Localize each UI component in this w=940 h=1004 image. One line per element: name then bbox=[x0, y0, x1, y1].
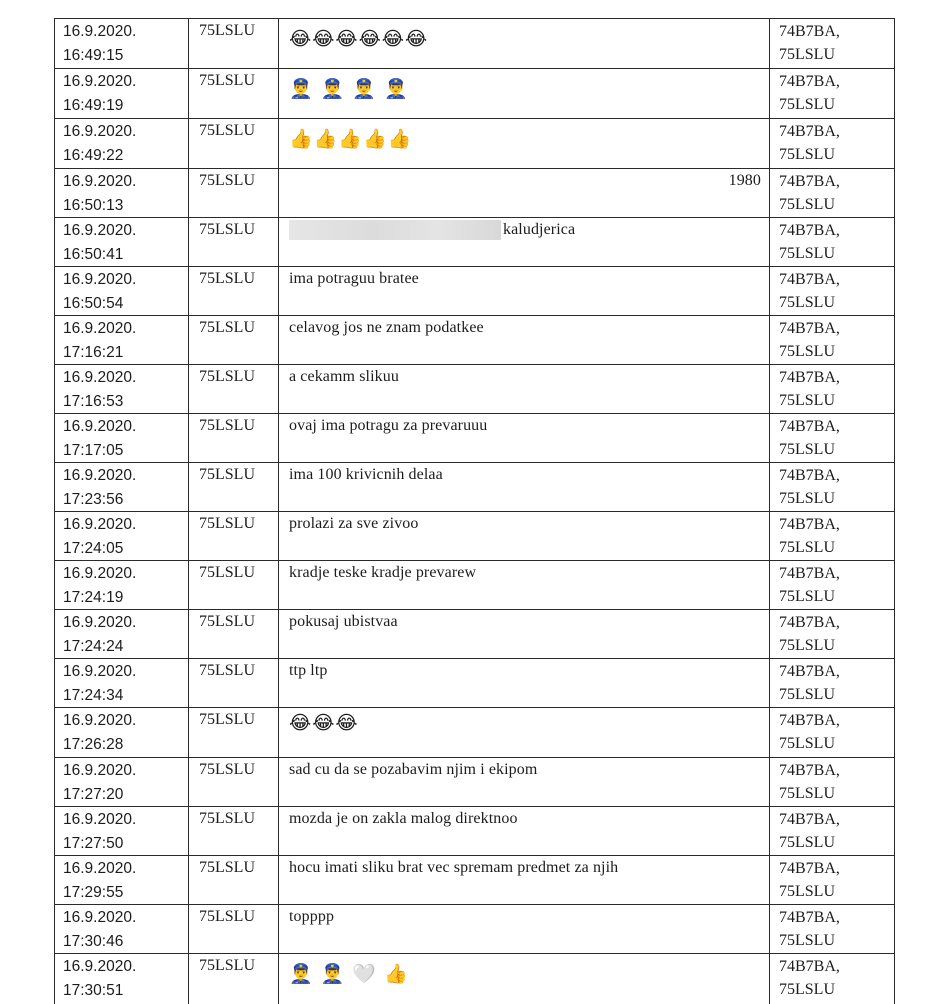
redaction-blur bbox=[289, 220, 501, 240]
message-log-body bbox=[55, 19, 895, 1004]
timestamp-cell: 16.9.2020. 17:16:53 bbox=[55, 365, 189, 414]
recipients-cell: 74B7BA, 75LSLU bbox=[770, 561, 895, 610]
message-cell bbox=[279, 610, 770, 659]
table-row bbox=[55, 69, 895, 119]
message-text: pokusaj ubistvaa bbox=[289, 613, 398, 630]
redacted-message bbox=[289, 219, 575, 242]
timestamp-cell: 16.9.2020. 16:49:19 bbox=[55, 69, 189, 119]
timestamp-cell: 16.9.2020. 17:27:50 bbox=[55, 807, 189, 856]
timestamp-cell: 16.9.2020. 17:26:28 bbox=[55, 708, 189, 758]
message-text: ttp ltp bbox=[289, 662, 328, 679]
message-cell bbox=[279, 169, 770, 218]
sender-cell: 75LSLU bbox=[189, 610, 279, 659]
timestamp-cell: 16.9.2020. 17:17:05 bbox=[55, 414, 189, 463]
sender-cell: 75LSLU bbox=[189, 807, 279, 856]
table-row bbox=[55, 561, 895, 610]
table-row bbox=[55, 659, 895, 708]
table-row bbox=[55, 19, 895, 69]
message-cell bbox=[279, 856, 770, 905]
timestamp-cell: 16.9.2020. 17:29:55 bbox=[55, 856, 189, 905]
message-cell bbox=[279, 316, 770, 365]
emoji-message: 😂😂😂 bbox=[289, 712, 359, 734]
table-row bbox=[55, 954, 895, 1004]
message-text: ima potraguu bratee bbox=[289, 270, 419, 287]
sender-cell: 75LSLU bbox=[189, 19, 279, 69]
message-cell bbox=[279, 119, 770, 169]
sender-cell: 75LSLU bbox=[189, 856, 279, 905]
message-cell bbox=[279, 659, 770, 708]
recipients-cell: 74B7BA, 75LSLU bbox=[770, 119, 895, 169]
recipients-cell: 74B7BA, 75LSLU bbox=[770, 19, 895, 69]
message-cell bbox=[279, 905, 770, 954]
recipients-cell: 74B7BA, 75LSLU bbox=[770, 414, 895, 463]
timestamp-cell: 16.9.2020. 17:23:56 bbox=[55, 463, 189, 512]
message-cell bbox=[279, 19, 770, 69]
table-row bbox=[55, 758, 895, 807]
table-row bbox=[55, 218, 895, 267]
sender-cell: 75LSLU bbox=[189, 414, 279, 463]
sender-cell: 75LSLU bbox=[189, 561, 279, 610]
sender-cell: 75LSLU bbox=[189, 69, 279, 119]
message-cell bbox=[279, 267, 770, 316]
message-text: topppp bbox=[289, 908, 335, 925]
message-cell bbox=[279, 69, 770, 119]
sender-cell: 75LSLU bbox=[189, 218, 279, 267]
table-row bbox=[55, 807, 895, 856]
sender-cell: 75LSLU bbox=[189, 758, 279, 807]
recipients-cell: 74B7BA, 75LSLU bbox=[770, 708, 895, 758]
message-text: ovaj ima potragu za prevaruuu bbox=[289, 417, 488, 434]
message-cell bbox=[279, 512, 770, 561]
sender-cell: 75LSLU bbox=[189, 316, 279, 365]
message-cell bbox=[279, 463, 770, 512]
sender-cell: 75LSLU bbox=[189, 512, 279, 561]
message-text: kaludjerica bbox=[503, 221, 576, 238]
sender-cell: 75LSLU bbox=[189, 708, 279, 758]
recipients-cell: 74B7BA, 75LSLU bbox=[770, 512, 895, 561]
message-cell bbox=[279, 708, 770, 758]
recipients-cell: 74B7BA, 75LSLU bbox=[770, 218, 895, 267]
table-row bbox=[55, 856, 895, 905]
message-cell bbox=[279, 758, 770, 807]
table-row bbox=[55, 463, 895, 512]
sender-cell: 75LSLU bbox=[189, 954, 279, 1004]
recipients-cell: 74B7BA, 75LSLU bbox=[770, 905, 895, 954]
message-text: 1980 bbox=[728, 172, 761, 189]
message-text: mozda je on zakla malog direktnoo bbox=[289, 810, 518, 827]
recipients-cell: 74B7BA, 75LSLU bbox=[770, 267, 895, 316]
message-log-table bbox=[54, 18, 895, 1004]
recipients-cell: 74B7BA, 75LSLU bbox=[770, 954, 895, 1004]
table-row bbox=[55, 905, 895, 954]
recipients-cell: 74B7BA, 75LSLU bbox=[770, 758, 895, 807]
timestamp-cell: 16.9.2020. 16:50:13 bbox=[55, 169, 189, 218]
sender-cell: 75LSLU bbox=[189, 365, 279, 414]
sender-cell: 75LSLU bbox=[189, 463, 279, 512]
table-row bbox=[55, 267, 895, 316]
sender-cell: 75LSLU bbox=[189, 169, 279, 218]
table-row bbox=[55, 316, 895, 365]
message-text: hocu imati sliku brat vec spremam predmet za njih bbox=[289, 859, 619, 876]
emoji-message: 👮‍♂️ 👮‍♂️ 👮‍♂️ 👮‍♂️ bbox=[289, 78, 409, 100]
timestamp-cell: 16.9.2020. 17:30:51 bbox=[55, 954, 189, 1004]
table-row bbox=[55, 414, 895, 463]
table-row bbox=[55, 365, 895, 414]
sender-cell: 75LSLU bbox=[189, 905, 279, 954]
table-row bbox=[55, 610, 895, 659]
emoji-message: 😂😂😂😂😂😂 bbox=[289, 28, 429, 50]
message-cell bbox=[279, 218, 770, 267]
timestamp-cell: 16.9.2020. 17:16:21 bbox=[55, 316, 189, 365]
table-row bbox=[55, 119, 895, 169]
recipients-cell: 74B7BA, 75LSLU bbox=[770, 69, 895, 119]
timestamp-cell: 16.9.2020. 16:50:54 bbox=[55, 267, 189, 316]
sender-cell: 75LSLU bbox=[189, 119, 279, 169]
emoji-message: 👮‍♂️ 👮‍♂️ 🤍 👍 bbox=[289, 963, 409, 985]
sender-cell: 75LSLU bbox=[189, 659, 279, 708]
message-cell bbox=[279, 807, 770, 856]
timestamp-cell: 16.9.2020. 17:24:05 bbox=[55, 512, 189, 561]
message-text: sad cu da se pozabavim njim i ekipom bbox=[289, 761, 538, 778]
timestamp-cell: 16.9.2020. 17:27:20 bbox=[55, 758, 189, 807]
timestamp-cell: 16.9.2020. 17:24:19 bbox=[55, 561, 189, 610]
recipients-cell: 74B7BA, 75LSLU bbox=[770, 463, 895, 512]
message-text: ima 100 krivicnih delaa bbox=[289, 466, 443, 483]
timestamp-cell: 16.9.2020. 17:24:34 bbox=[55, 659, 189, 708]
message-cell bbox=[279, 365, 770, 414]
recipients-cell: 74B7BA, 75LSLU bbox=[770, 169, 895, 218]
recipients-cell: 74B7BA, 75LSLU bbox=[770, 316, 895, 365]
recipients-cell: 74B7BA, 75LSLU bbox=[770, 856, 895, 905]
timestamp-cell: 16.9.2020. 16:49:22 bbox=[55, 119, 189, 169]
message-cell bbox=[279, 414, 770, 463]
recipients-cell: 74B7BA, 75LSLU bbox=[770, 610, 895, 659]
message-text: kradje teske kradje prevarew bbox=[289, 564, 477, 581]
timestamp-cell: 16.9.2020. 17:24:24 bbox=[55, 610, 189, 659]
timestamp-cell: 16.9.2020. 16:49:15 bbox=[55, 19, 189, 69]
message-text: celavog jos ne znam podatkee bbox=[289, 319, 484, 336]
timestamp-cell: 16.9.2020. 17:30:46 bbox=[55, 905, 189, 954]
message-cell bbox=[279, 954, 770, 1004]
message-text: a cekamm slikuu bbox=[289, 368, 399, 385]
timestamp-cell: 16.9.2020. 16:50:41 bbox=[55, 218, 189, 267]
recipients-cell: 74B7BA, 75LSLU bbox=[770, 659, 895, 708]
recipients-cell: 74B7BA, 75LSLU bbox=[770, 365, 895, 414]
table-row bbox=[55, 708, 895, 758]
table-row bbox=[55, 169, 895, 218]
sender-cell: 75LSLU bbox=[189, 267, 279, 316]
message-text: prolazi za sve zivoo bbox=[289, 515, 419, 532]
table-row bbox=[55, 512, 895, 561]
recipients-cell: 74B7BA, 75LSLU bbox=[770, 807, 895, 856]
emoji-message: 👍👍👍👍👍 bbox=[289, 128, 413, 150]
message-cell bbox=[279, 561, 770, 610]
